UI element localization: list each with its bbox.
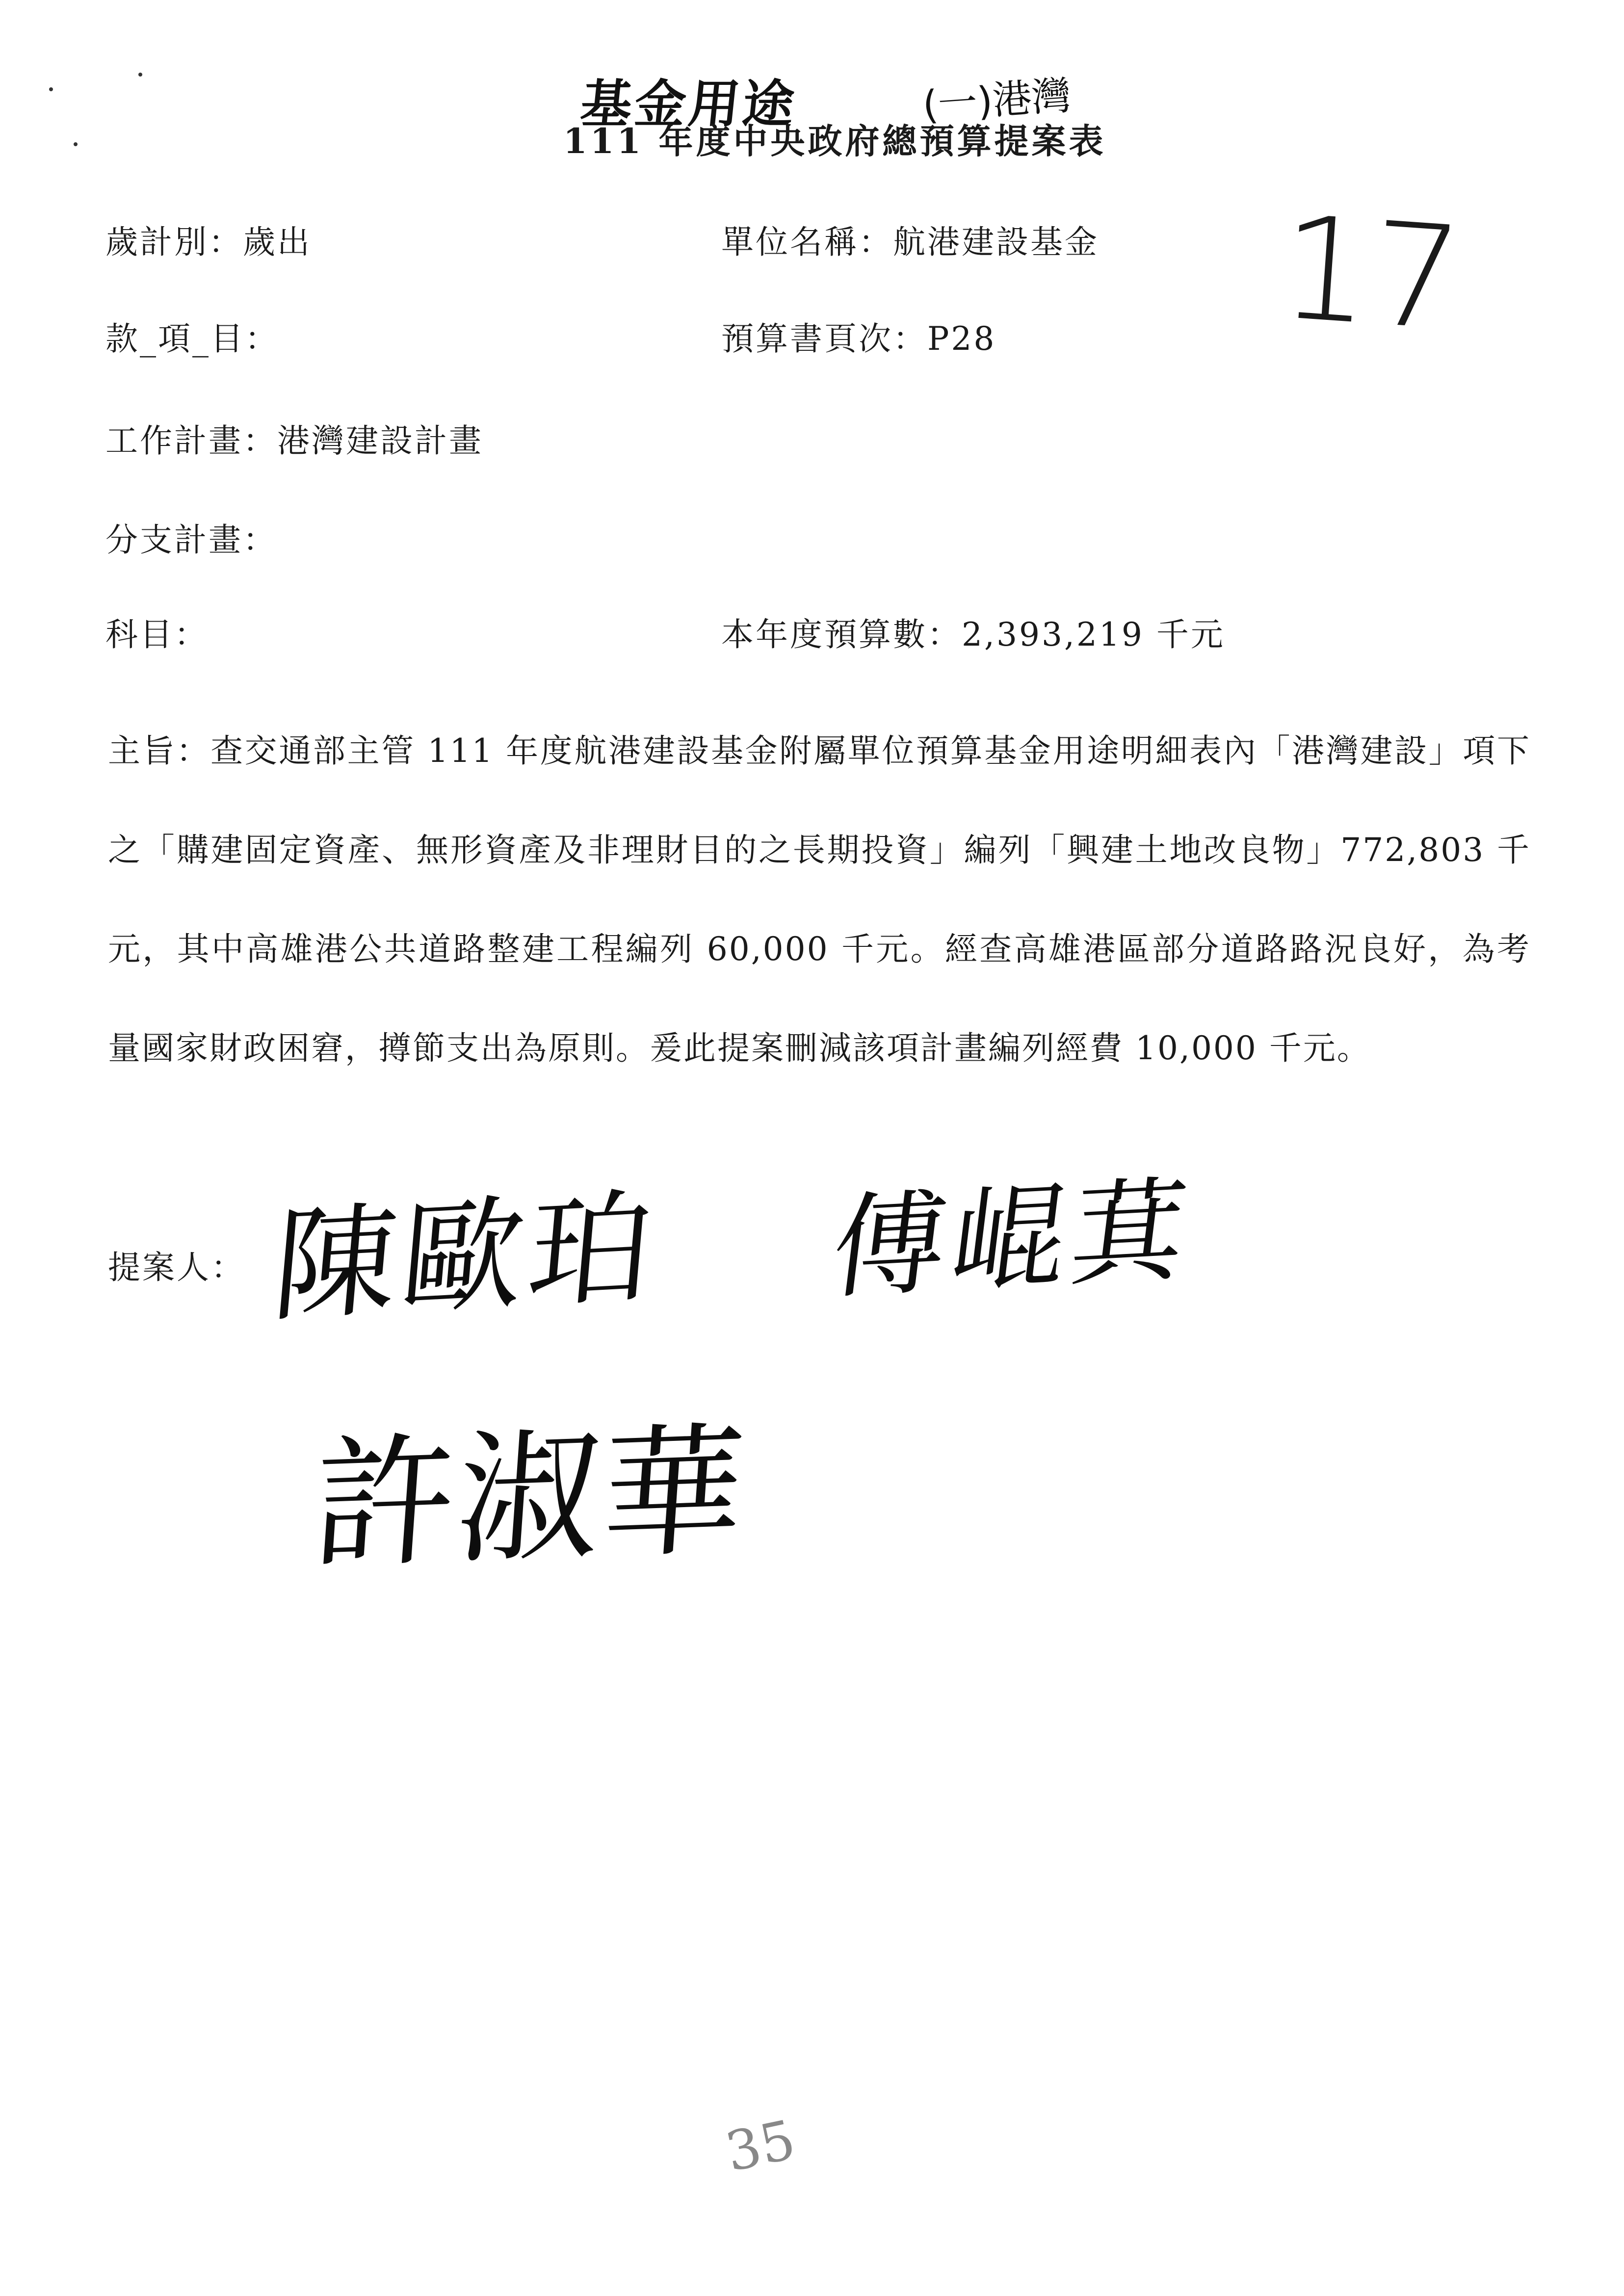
handwritten-annotation: (一)港灣 bbox=[921, 72, 1073, 129]
scan-speck bbox=[74, 142, 78, 146]
field-value: 航港建設基金 bbox=[893, 223, 1099, 261]
signature: 許淑華 bbox=[307, 1408, 752, 1589]
subject-body: 查交通部主管 111 年度航港建設基金附屬單位預算基金用途明細表內「港灣建設」項下之「購建固定資產、無形資產及非理財目的之長期投資」編列「興建土地改良物」772,803 千元，其中高雄港公共道路整建工程編列 60,000 千元。經查高雄港區部分道路路況良好，為考量國家財政困窘，撙節支出為原則。爰此提案刪減該項計畫編列經費 10,000 千元。 bbox=[108, 732, 1531, 1067]
field-label: 工作計畫： bbox=[105, 422, 277, 460]
subject-paragraph bbox=[108, 702, 1531, 1098]
handwritten-page-number: 17 bbox=[1275, 185, 1467, 363]
proposer-label: 提案人： bbox=[108, 1249, 245, 1286]
field-label: 單位名稱： bbox=[721, 223, 893, 261]
field-unit-name bbox=[721, 216, 1099, 262]
field-label: 歲計別： bbox=[105, 223, 243, 261]
field-value: 2,393,219 千元 bbox=[962, 616, 1225, 653]
field-label: 分支計畫： bbox=[105, 521, 277, 559]
field-fiscal-category bbox=[105, 216, 312, 262]
field-value: P28 bbox=[927, 320, 996, 358]
scan-speck bbox=[49, 87, 53, 91]
field-work-plan bbox=[105, 415, 483, 461]
field-value: 歲出 bbox=[243, 223, 312, 261]
field-label: 預算書頁次： bbox=[721, 320, 927, 358]
field-annual-budget bbox=[721, 608, 1225, 655]
field-sub-plan bbox=[105, 514, 277, 560]
field-value: 港灣建設計畫 bbox=[277, 422, 483, 460]
scan-speck bbox=[138, 73, 142, 77]
signature: 傅崐萁 bbox=[825, 1164, 1200, 1315]
field-account-subject bbox=[105, 608, 209, 655]
field-label: 本年度預算數： bbox=[721, 616, 962, 653]
field-label: 款_項_目： bbox=[105, 320, 279, 358]
field-budget-page bbox=[721, 313, 996, 359]
subject-label: 主旨： bbox=[108, 732, 210, 770]
field-section-item bbox=[105, 313, 279, 359]
field-label: 科目： bbox=[105, 616, 209, 653]
signature: 陳歐珀 bbox=[267, 1174, 663, 1339]
handwritten-heading: 基金用途 bbox=[577, 74, 800, 134]
form-title: 111 年度中央政府總預算提案表 bbox=[563, 121, 1106, 161]
handwritten-footer-mark: 35 bbox=[720, 2108, 801, 2184]
